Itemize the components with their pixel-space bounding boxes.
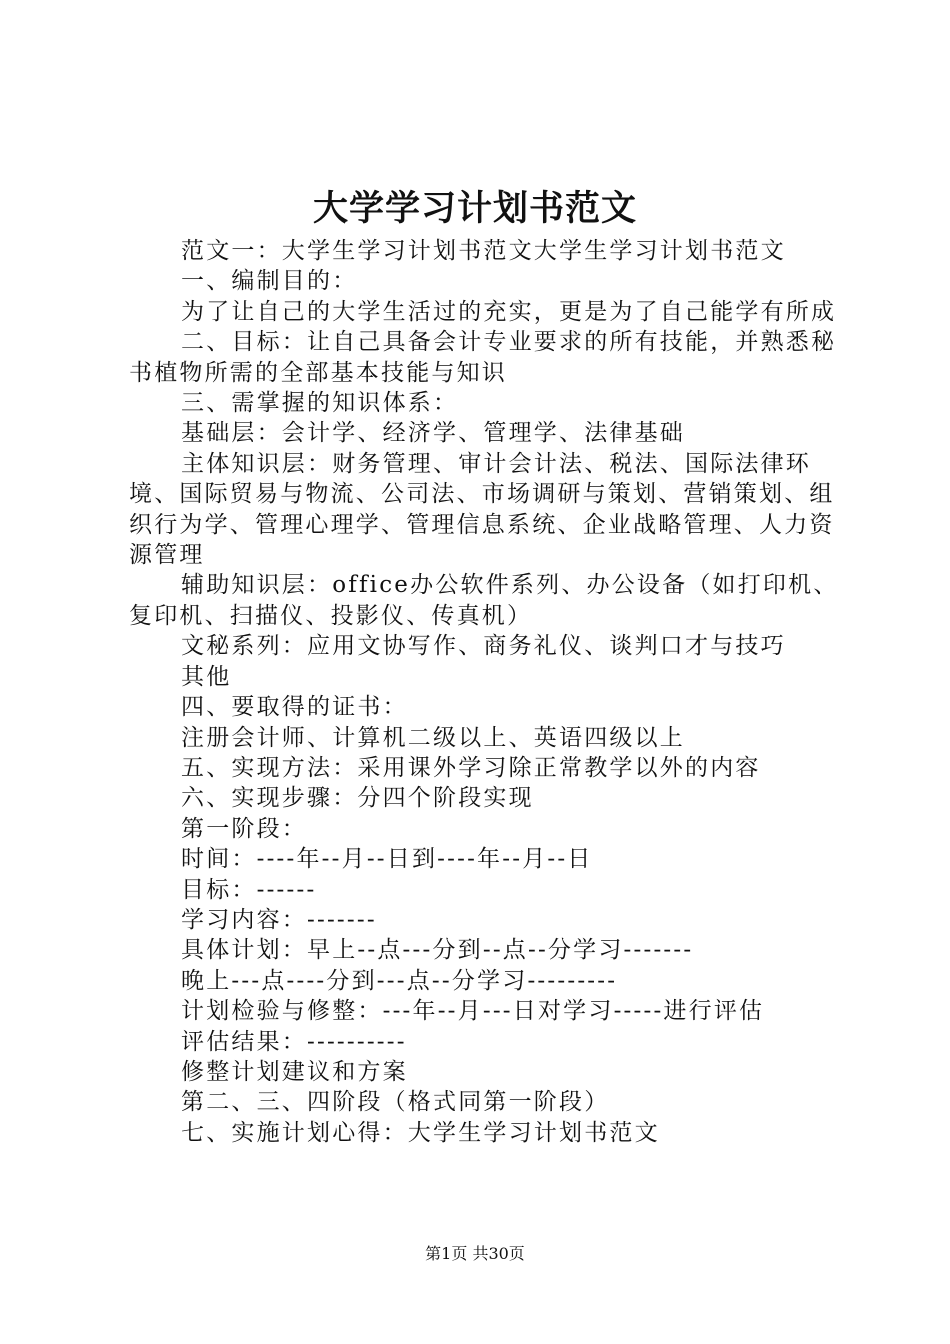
paragraph: 目标：------ [181,876,317,903]
document-body [129,236,849,1148]
paragraph: 时间：----年--月--日到----年--月--日 [181,846,593,873]
paragraph: 为了让自己的大学生活过的充实，更是为了自己能学有所成 [181,298,837,325]
document-title: 大学学习计划书范文 [312,188,637,229]
paragraph: 四、要取得的证书： [181,694,408,721]
page-footer: 第1页 共30页 [425,1244,525,1263]
paragraph: 基础层：会计学、经济学、管理学、法律基础 [181,420,685,447]
paragraph: 第一阶段： [181,815,307,842]
paragraph: 主体知识层：财务管理、审计会计法、税法、国际法律环境、国际贸易与物流、公司法、市场调研与策划、营销策划、组织行为学、管理心理学、管理信息系统、企业战略管理、人力资源管理 [129,450,835,569]
paragraph: 修整计划建议和方案 [181,1058,408,1085]
paragraph: 范文一：大学生学习计划书范文大学生学习计划书范文 [181,238,786,264]
paragraph: 具体计划：早上--点---分到--点--分学习------- [181,937,694,964]
paragraph: 一、编制目的： [181,268,358,295]
paragraph: 计划检验与修整：---年--月---日对学习-----进行评估 [181,998,765,1025]
paragraph: 二、目标：让自己具备会计专业要求的所有技能，并熟悉秘书植物所需的全部基本技能与知识 [129,329,837,386]
paragraph: 五、实现方法：采用课外学习除正常教学以外的内容 [181,754,761,781]
paragraph: 六、实现步骤：分四个阶段实现 [181,785,534,812]
paragraph: 七、实施计划心得：大学生学习计划书范文 [181,1119,660,1146]
paragraph: 评估结果：---------- [181,1028,407,1055]
paragraph: 注册会计师、计算机二级以上、英语四级以上 [181,724,685,751]
paragraph: 学习内容：------- [181,906,377,933]
paragraph: 其他 [181,663,232,690]
paragraph: 晚上---点----分到---点--分学习--------- [181,967,618,994]
paragraph: 辅助知识层：office办公软件系列、办公设备（如打印机、复印机、扫描仪、投影仪、传真机） [129,572,839,629]
paragraph: 文秘系列：应用文协写作、商务礼仪、谈判口才与技巧 [181,633,786,660]
paragraph: 三、需掌握的知识体系： [181,390,459,417]
paragraph: 第二、三、四阶段（格式同第一阶段） [181,1089,610,1116]
